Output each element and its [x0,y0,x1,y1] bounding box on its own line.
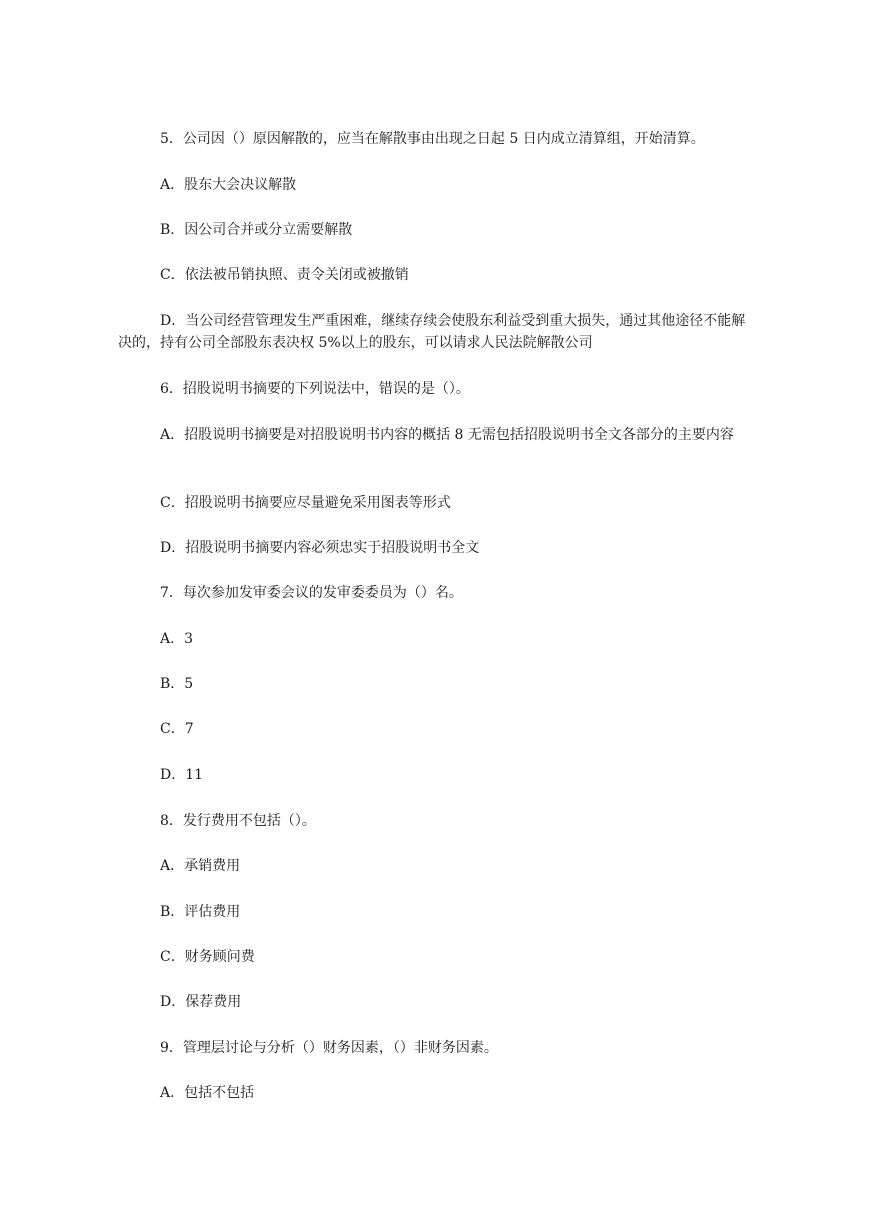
question-7-option-d: D．11 [160,767,204,783]
question-8-option-d: D．保荐费用 [160,994,242,1010]
question-9-option-a: A．包括不包括 [160,1085,255,1101]
question-7-option-a: A．3 [160,631,194,647]
question-9: 9．管理层讨论与分析（）财务因素，（）非财务因素。 [160,1040,498,1056]
question-7-option-c: C．7 [160,721,194,737]
question-8-option-c: C．财务顾问费 [160,949,255,965]
question-7: 7．每次参加发审委会议的发审委委员为（）名。 [160,585,463,601]
question-8-option-a: A．承销费用 [160,858,241,874]
question-6: 6．招股说明书摘要的下列说法中，错误的是（）。 [160,381,470,397]
question-8-option-b: B．评估费用 [160,904,241,920]
question-8: 8．发行费用不包括（）。 [160,813,316,829]
question-6-option-a: A．招股说明书摘要是对招股说明书内容的概括 8 无需包括招股说明书全文各部分的主要内容 [160,427,734,443]
question-5: 5．公司因（）原因解散的，应当在解散事由出现之日起 5 日内成立清算组，开始清算。 [160,131,705,147]
question-5-option-d: D．当公司经营管理发生严重困难，继续存续会使股东利益受到重大损失，通过其他途径不能解决的，持有公司全部股东表决权 5%以上的股东，可以请求人民法院解散公司 [118,313,746,351]
question-6-option-c: C．招股说明书摘要应尽量避免采用图表等形式 [160,495,451,511]
question-7-option-b: B．5 [160,676,194,692]
question-6-option-d: D．招股说明书摘要内容必须忠实于招股说明书全文 [160,540,480,556]
question-5-option-c: C．依法被吊销执照、责令关闭或被撤销 [160,267,409,283]
question-5-option-a: A．股东大会决议解散 [160,177,297,193]
question-5-option-b: B．因公司合并或分立需要解散 [160,222,353,238]
